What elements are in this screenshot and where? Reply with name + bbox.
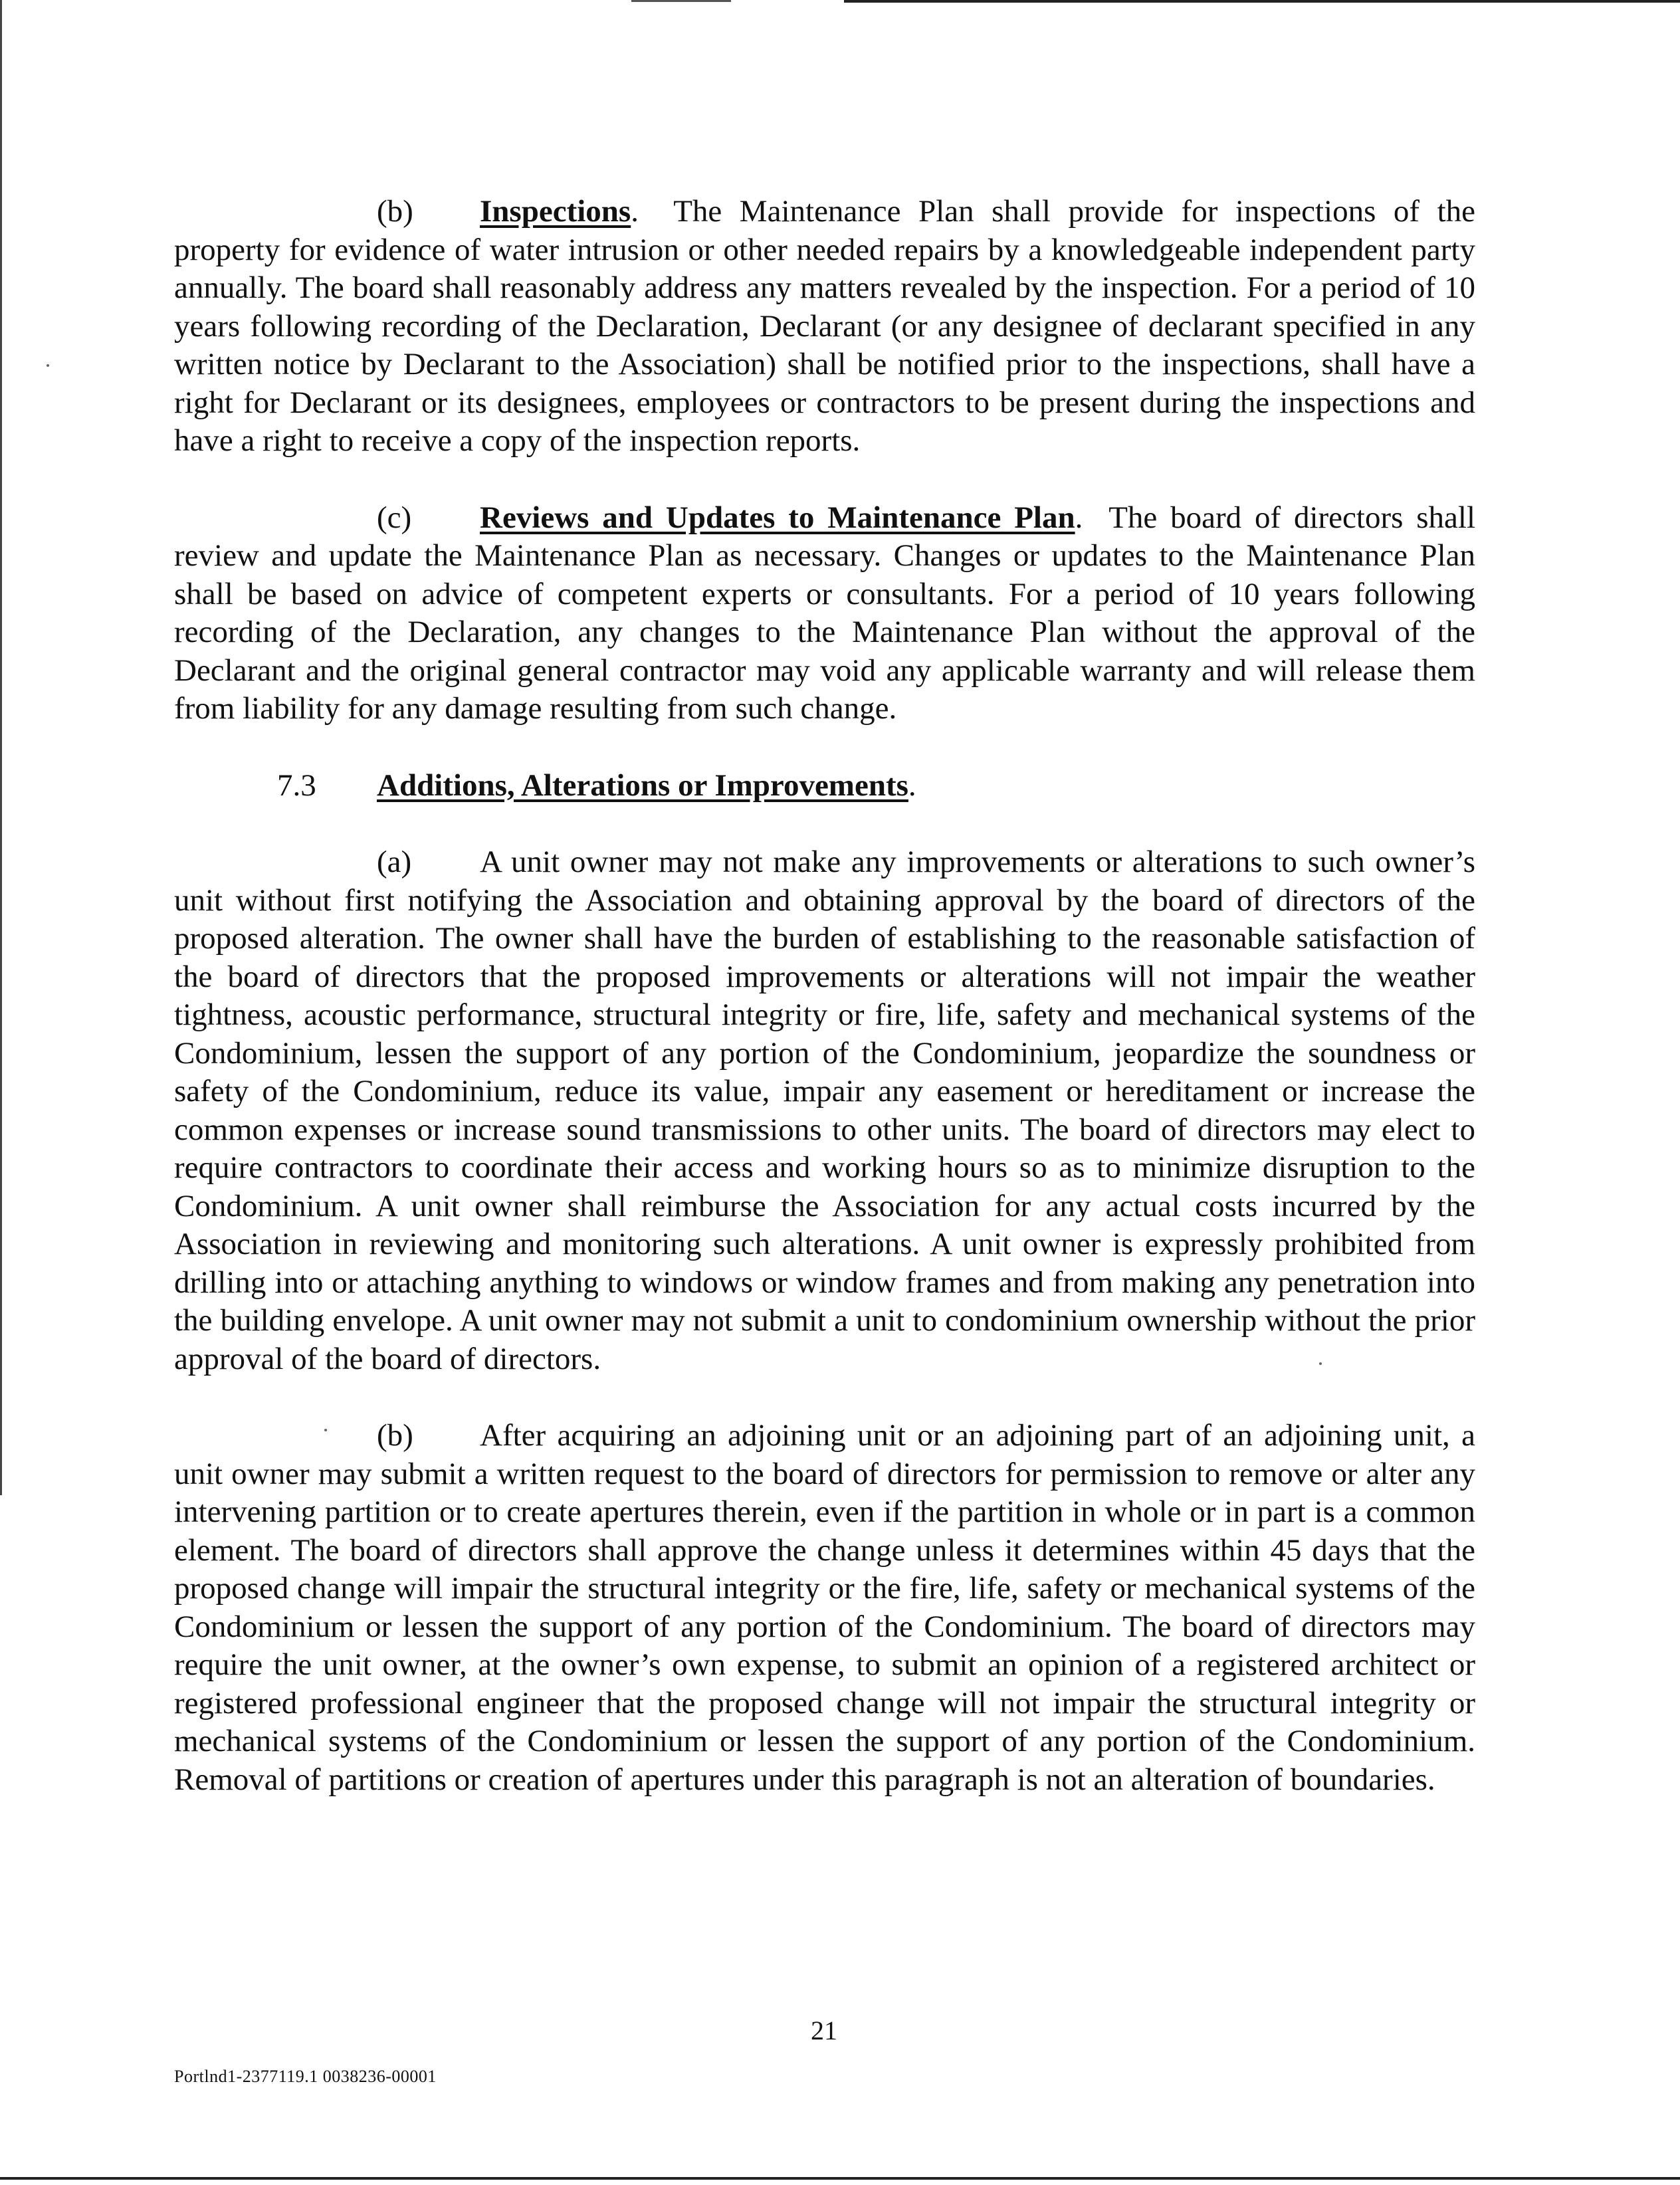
paragraph-label: (a) bbox=[377, 845, 412, 879]
paragraph-improvements bbox=[174, 843, 1475, 1378]
paragraph-label: (b) bbox=[377, 194, 413, 229]
heading-punctuation: . bbox=[631, 194, 639, 229]
paragraph-label: (c) bbox=[377, 500, 412, 535]
paragraph-adjoining-units bbox=[174, 1417, 1475, 1799]
scan-artifact-top-short bbox=[631, 0, 731, 2]
scan-speck bbox=[47, 364, 49, 367]
document-id: Portlnd1-2377119.1 0038236-00001 bbox=[174, 2067, 437, 2086]
section-heading-7-3 bbox=[174, 767, 1475, 805]
scan-artifact-top-line bbox=[844, 0, 1680, 3]
paragraph-label: (b) bbox=[377, 1418, 413, 1453]
paragraph-inspections bbox=[174, 193, 1475, 461]
paragraph-text: After acquiring an adjoining unit or an adjoining part of an adjoining unit, a unit owner may submit a written request to the board of directors for permission to remove or alter any intervening partition or to create apertures therein, even if the partition in whole or in part is a common element. The board of directors shall approve the change unless it determines within 45 days that the proposed change will impair the structural integrity or the fire, life, safety or mechanical systems of the Condominium or lessen the support of any portion of the Condominium. The board of directors may require the unit owner, at the owner’s own expense, to submit an opinion of a registered architect or registered professional engineer that the proposed change will not impair the structural integrity or mechanical systems of the Condominium or lessen the support of any portion of the Condominium. Removal of partitions or creation of apertures under this paragraph is not an alteration of boundaries. bbox=[174, 1418, 1475, 1797]
scan-artifact-left-edge bbox=[0, 0, 2, 1495]
paragraph-text: A unit owner may not make any improvements or alterations to such owner’s unit without first notifying the Association and obtaining approval by the board of directors of the proposed alteration. The owner shall have the burden of establishing to the reasonable satisfaction of the board of directors that the proposed improvements or alterations will not impair the weather tightness, acoustic performance, structural integrity or fire, life, safety and mechanical systems of the Condominium, lessen the support of any portion of the Condominium, jeopardize the soundness or safety of the Condominium, reduce its value, impair any easement or hereditament or increase the common expenses or increase sound transmissions to other units. The board of directors may elect to require contractors to coordinate their access and working hours so as to minimize disruption to the Condominium. A unit owner shall reimburse the Association for any actual costs incurred by the Association in reviewing and monitoring such alterations. A unit owner is expressly prohibited from drilling into or attaching anything to windows or window frames and from making any penetration into the building envelope. A unit owner may not submit a unit to condominium ownership without the prior approval of the board of directors. bbox=[174, 845, 1475, 1376]
paragraph-text: The Maintenance Plan shall provide for inspections of the property for evidence of water intrusion or other needed repairs by a knowledgeable independent party annually. The board shall reasonably address any matters revealed by the inspection. For a period of 10 years following recording of the Declaration, Declarant (or any designee of declarant specified in any written notice by Declarant to the Association) shall be notified prior to the inspections, shall have a right for Declarant or its designees, employees or contractors to be present during the inspections and have a right to receive a copy of the inspection reports. bbox=[174, 194, 1475, 458]
paragraph-text: The board of directors shall review and update the Maintenance Plan as necessary. Changes or updates to the Maintenance Plan shall be based on advice of competent experts or consultants. For a period of 10 years following recording of the Declaration, any changes to the Maintenance Plan without the approval of the Declarant and the original general contractor may void any applicable warranty and will release them from liability for any damage resulting from such change. bbox=[174, 500, 1476, 726]
document-body bbox=[174, 193, 1475, 1799]
section-title-punctuation: . bbox=[908, 768, 916, 803]
page-number: 21 bbox=[811, 2016, 837, 2045]
paragraph-heading: Reviews and Updates to Maintenance Plan bbox=[480, 500, 1075, 535]
heading-punctuation: . bbox=[1075, 500, 1083, 535]
paragraph-reviews-updates bbox=[174, 499, 1475, 728]
paragraph-heading: Inspections bbox=[480, 194, 631, 229]
section-number: 7.3 bbox=[277, 768, 316, 803]
scan-artifact-bottom-line bbox=[0, 2177, 1680, 2180]
section-title: Additions, Alterations or Improvements bbox=[377, 768, 908, 803]
